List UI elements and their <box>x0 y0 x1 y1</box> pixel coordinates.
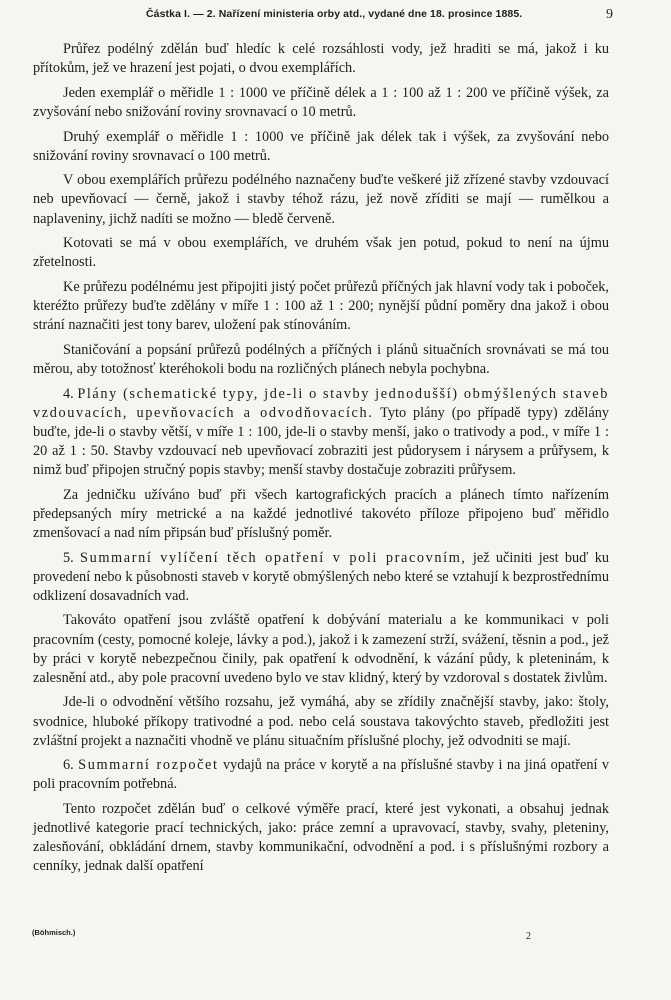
paragraph-text: Jde-li o odvodnění většího rozsahu, jež vymáhá, aby se zřídily značnější stavby, jako: štoly, svodnice, hluboké příkopy trativodné a pod. nebo celá soustava takovýchto staveb, předložiti jest zvláštní projekt a naznačiti vhodně ve plánu situačním příslušné plochy, jež odvodniti se mají. <box>33 694 609 749</box>
paragraph-text: V obou exemplářích průřezu podélného naznačeny buďte veškeré již zřízené stavby vzdouvací neb upevňovací — černě, jakož i stavby téhož rázu, jež nově zříditi se mají — rumělkou a naplaveniny, jichž nadíti se možno — bledě červeně. <box>33 172 609 227</box>
paragraph-4 <box>33 171 609 228</box>
section-number: 6. <box>63 757 79 774</box>
paragraph-text: vydajů na práce v korytě a na příslušné stavby i na jiná opatření v poli pracovním potřebná. <box>33 757 610 793</box>
page-number: 9 <box>606 7 613 22</box>
paragraph-text: Tyto plány (po případě typy) zdělány buďte, jde-li o stavby větší, v míře 1 : 100, jde-li o stavby menší, jako o trativody a pod., v míře 1 : 20 až 1 : 50. Stavby vzdouvací neb upevňovací zobraziti jest půdorysem i nárysem a průřysem, k nimž buď připojen stručný popis stavby; menší stavby dostačuje zobraziti průřysem. <box>33 404 610 479</box>
paragraph-text: Ke průřezu podélnému jest připojiti jistý počet průřezů příčných jak hlavní vody tak i poboček, kteréžto průřezy buďte zdělány v míře 1 : 100 až 1 : 200; nynější půdní poměry dna jakož i obou strání naznačiti jest tony barev, uložení pak stínováním. <box>33 279 609 334</box>
paragraph-9 <box>33 486 609 543</box>
section-number: 4. <box>63 385 78 402</box>
paragraph-14 <box>33 800 609 876</box>
paragraph-text: Tento rozpočet zdělán buď o celkové výměře prací, které jest vykonati, a obsahuj jednak jednotlivé kategorie prací technických, jako: práce zemní a upravovací, stavby, svahy, pleteniny, zalesňování, obkládání drnem, stavby kommunikační, odvodnění a pod. i s příslušnými rozbory a cenníky, jednak další opatření <box>33 801 609 875</box>
paragraph-text: Takováto opatření jsou zvláště opatření k dobývání materialu a ke kommunikaci v poli pracovním (cesty, pomocné koleje, lávky a pod.), jakož i k zamezení strží, svážení, těsnin a pod., jež by práci v korytě nebezpečnou činily, pak opatření k odvodnění, k vázání půdy, k pleteninám, k zalesnění atd., aby pole pracovní uvedeno bylo ve stav klidný, který by vzdoroval s dostatek živlům. <box>33 612 609 686</box>
section-heading: Summarní vylíčení těch opatření v poli pracovním, <box>80 549 467 566</box>
paragraph-text: Za jedničku užíváno buď při všech kartografických pracích a plánech tímto nařízením předepsaných míry metrické a na každé jednotlivé takovéto příloze připojeno buď měřidlo zmenšovací a nad ním připsán buď příslušný poměr. <box>33 486 609 541</box>
paragraph-text: Jeden exemplář o měřidle 1 : 1000 ve příčině délek a 1 : 100 až 1 : 200 ve příčině výšek, za zvyšování nebo snižování roviny srovnavací o 10 metrů. <box>33 84 609 120</box>
body-text <box>33 40 609 882</box>
paragraph-11 <box>33 611 609 687</box>
page-header <box>0 8 671 26</box>
paragraph-12 <box>33 693 609 750</box>
section-number: 5. <box>63 549 81 566</box>
paragraph-text: Průřez podélný zdělán buď hledíc k celé rozsáhlosti vody, jež hraditi se má, jakož i ku přítokům, jež ve hrazení jest pojati, o dvou exemplářích. <box>33 41 609 77</box>
paragraph-1 <box>33 40 609 78</box>
section-heading: Plány (schematické typy, jde-li o stavby jednodušší) obmýšlených staveb vzdouvacích, upevňovacích a odvodňovacích. <box>33 385 609 421</box>
paragraph-text: Druhý exemplář o měřidle 1 : 1000 ve příčině jak délek tak i výšek, za zvyšování nebo snižování roviny srovnavací o 100 metrů. <box>33 128 609 164</box>
section-4-plans <box>33 385 609 480</box>
paragraph-6 <box>33 278 609 335</box>
section-5-summary <box>33 549 609 606</box>
paragraph-text: jež učiniti jest buď ku provedení nebo k působnosti staveb v korytě obmýšlených nebo které se vztahují k bezprostřednímu odklizení dosavadních vad. <box>33 549 609 604</box>
paragraph-text: Kotovati se má v obou exemplářích, ve druhém však jen potud, pokud to není na újmu zřetelnosti. <box>33 235 609 271</box>
paragraph-7 <box>33 341 609 379</box>
section-heading: Summarní rozpočet <box>78 757 219 774</box>
section-6-budget <box>33 756 609 794</box>
running-title: Částka I. — 2. Nařízení ministeria orby atd., vydané dne 18. prosince 1885. <box>146 8 523 20</box>
page-footer <box>0 928 671 948</box>
signature-mark: 2 <box>526 931 531 942</box>
paragraph-5 <box>33 234 609 272</box>
paragraph-text: Staničování a popsání průřezů podélných a příčných i plánů situačních srovnávati se má tou měrou, aby totožnosť kteréhokoli bodu na rozličných plánech nebyla pochybna. <box>33 341 609 377</box>
printer-mark: (Böhmisch.) <box>32 928 76 937</box>
paragraph-2 <box>33 84 609 122</box>
paragraph-3 <box>33 128 609 166</box>
